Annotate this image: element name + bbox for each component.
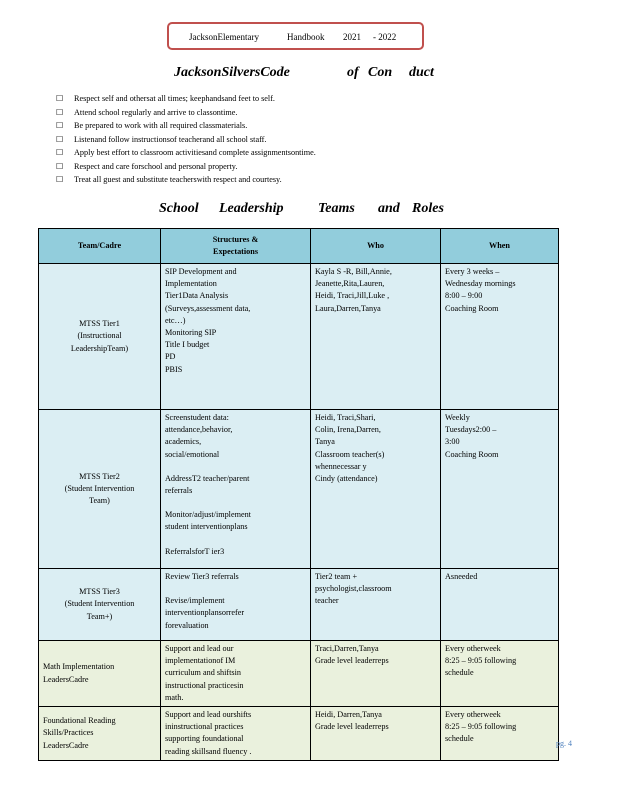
cell-line: Monitor/adjust/implement (165, 510, 251, 520)
cell-line: 8:00 – 9:00 (445, 291, 483, 301)
column-header-structures: Structures & Expectations (161, 229, 311, 264)
cell-line: Grade level leaderreps (315, 656, 389, 666)
list-item: ☐ Treat all guest and substitute teacherswith respect and courtesy. (56, 173, 316, 187)
cell-line: Coaching Room (445, 449, 499, 459)
cell-line (165, 461, 306, 473)
cell-line: ReferralsforT ier3 (165, 546, 225, 556)
team-cell (39, 707, 161, 761)
structures-cell (161, 264, 311, 410)
cell-line: Tier1Data Analysis (165, 291, 229, 301)
cell-line: Colin, Irena,Darren, (315, 425, 381, 435)
cell-line: Implementation (165, 279, 217, 289)
list-item: ☐ Be prepared to work with all required classmaterials. (56, 119, 316, 133)
cell-line: curriculum and shiftsin (165, 668, 241, 678)
code-of-conduct-list (56, 92, 316, 187)
cell-line: Weekly (445, 413, 470, 422)
leadership-teams-table (38, 228, 559, 761)
cell-line: Heidi, Traci,Shari, (315, 413, 376, 422)
who-cell (311, 569, 441, 641)
cell-line: Tanya (315, 437, 335, 447)
cell-line: ininstructional practices (165, 722, 244, 732)
cell-line: Support and lead our (165, 644, 234, 653)
cell-line: AddressT2 teacher/parent (165, 473, 250, 483)
checkbox-bullet-icon: ☐ (56, 148, 64, 157)
leadership-teams-title (0, 201, 618, 221)
page-number: pg. 4 (556, 739, 572, 748)
cell-line (165, 583, 306, 595)
list-item: ☐ Respect and care forschool and personal property. (56, 160, 316, 174)
cell-line: Team+) (86, 611, 113, 621)
cell-line: Tier2 team + (315, 572, 358, 581)
who-cell (311, 264, 441, 410)
list-item: ☐ Listenand follow instructionsof teacherand all school staff. (56, 133, 316, 147)
cell-line: schedule (445, 734, 474, 744)
cell-line: Support and lead ourshifts (165, 710, 252, 720)
cell-line: (Surveys,assessment data, (165, 303, 251, 313)
structures-cell (161, 410, 311, 569)
cell-line (165, 534, 306, 546)
who-cell (311, 707, 441, 761)
cell-line: Asneeded (445, 572, 478, 581)
header-year-end: - 2022 (373, 32, 397, 42)
team-cell (39, 264, 161, 410)
who-cell (311, 641, 441, 707)
checkbox-bullet-icon: ☐ (56, 134, 64, 144)
cell-line: math. (165, 692, 184, 702)
cell-line: supporting foundational (165, 734, 244, 744)
roles-title-part: Roles (412, 201, 444, 216)
cell-line: Math Implementation (43, 662, 115, 672)
table-row (39, 641, 559, 707)
cell-line: 8:25 – 9:05 following (445, 656, 517, 666)
list-item: ☐ Apply best effort to classroom activitiesand complete assignmentsontime. (56, 146, 316, 160)
cell-line: LeadersCadre (43, 740, 89, 750)
cell-line: 8:25 – 9:05 following (445, 722, 517, 732)
cell-line: MTSS Tier2 (79, 471, 120, 481)
roles-title-part: School (159, 201, 199, 216)
team-cell (39, 410, 161, 569)
cell-line: attendance,behavior, (165, 425, 233, 435)
when-cell (441, 569, 559, 641)
cell-line: Traci,Darren,Tanya (315, 644, 379, 653)
cell-line: PD (165, 352, 176, 362)
cell-line: (Instructional (77, 331, 122, 341)
cell-line (165, 497, 306, 509)
structures-cell (161, 569, 311, 641)
column-header-when: When (441, 229, 559, 264)
team-cell (39, 569, 161, 641)
team-cell (39, 641, 161, 707)
cell-line: Review Tier3 referrals (165, 572, 239, 581)
cell-line: Wednesday mornings (445, 279, 516, 289)
checkbox-bullet-icon: ☐ (56, 175, 64, 184)
cell-line: Grade level leaderreps (315, 722, 389, 732)
cell-line: MTSS Tier1 (79, 319, 120, 329)
cell-line: social/emotional (165, 449, 220, 459)
cell-line: Every otherweek (445, 644, 501, 653)
code-title-part: JacksonSilversCode (174, 65, 290, 80)
cell-line: Heidi, Traci,Jill,Luke , (315, 291, 390, 301)
cell-line: Laura,Darren,Tanya (315, 303, 381, 313)
cell-line: Every otherweek (445, 710, 501, 720)
cell-line: psychologist,classroom (315, 584, 392, 594)
cell-line: (Student Intervention (64, 599, 135, 609)
cell-line: instructional practicesin (165, 680, 244, 690)
cell-line: Jeanette,Rita,Lauren, (315, 279, 385, 289)
cell-line: 3:00 (445, 437, 460, 447)
cell-line: Title I budget (165, 340, 210, 350)
header-year-start: 2021 (343, 32, 361, 42)
code-title-part: of (347, 65, 359, 80)
cell-line: Cindy (attendance) (315, 474, 378, 484)
cell-line: Screenstudent data: (165, 413, 229, 422)
table-row (39, 264, 559, 410)
cell-line: LeadershipTeam) (70, 343, 129, 353)
handbook-header (167, 22, 424, 50)
table-row (39, 410, 559, 569)
cell-line: schedule (445, 668, 474, 678)
header-doc: Handbook (287, 32, 325, 42)
table-header-row (39, 229, 559, 264)
list-item: ☐ Attend school regularly and arrive to classontime. (56, 106, 316, 120)
cell-line: etc…) (165, 315, 186, 325)
cell-line: implementationof IM (165, 656, 236, 666)
checkbox-bullet-icon: ☐ (56, 107, 64, 117)
cell-line: Skills/Practices (43, 728, 94, 738)
cell-line: Heidi, Darren,Tanya (315, 710, 382, 720)
roles-title-part: Leadership (219, 201, 284, 216)
cell-line: Tuesdays2:00 – (445, 425, 497, 435)
table-row (39, 569, 559, 641)
column-header-who: Who (311, 229, 441, 264)
cell-line: PBIS (165, 364, 183, 374)
cell-line: Kayla S -R, Bill,Annie, (315, 267, 392, 276)
column-header-team: Team/Cadre (39, 229, 161, 264)
cell-line: whennecessar y (315, 461, 367, 471)
structures-cell (161, 641, 311, 707)
checkbox-bullet-icon: ☐ (56, 94, 64, 103)
when-cell (441, 264, 559, 410)
cell-line: Classroom teacher(s) (315, 449, 385, 459)
cell-line: teacher (315, 596, 339, 606)
code-title-part: Con (368, 65, 393, 80)
cell-line: Foundational Reading (43, 716, 116, 726)
header-school: JacksonElementary (189, 32, 259, 42)
cell-line: Team) (89, 496, 110, 506)
cell-line: LeadersCadre (43, 674, 89, 684)
cell-line: Revise/implement (165, 596, 225, 606)
when-cell (441, 641, 559, 707)
when-cell (441, 707, 559, 761)
when-cell (441, 410, 559, 569)
list-item: ☐ Respect self and othersat all times; keephandsand feet to self. (56, 92, 316, 106)
cell-line: forevaluation (165, 620, 209, 630)
roles-title-part: Teams (318, 201, 355, 216)
cell-line: reading skillsand fluency . (165, 746, 252, 756)
cell-line: interventionplansorrefer (165, 608, 245, 618)
code-of-conduct-title (0, 65, 618, 83)
code-title-part: duct (409, 65, 434, 80)
checkbox-bullet-icon: ☐ (56, 121, 64, 130)
table-row (39, 707, 559, 761)
cell-line: (Student Intervention (64, 483, 135, 493)
cell-line: Coaching Room (445, 303, 499, 313)
checkbox-bullet-icon: ☐ (56, 161, 64, 171)
roles-title-part: and (378, 201, 400, 216)
cell-line: MTSS Tier3 (79, 587, 120, 597)
cell-line: academics, (165, 437, 202, 447)
cell-line: SIP Development and (165, 267, 237, 276)
cell-line: student interventionplans (165, 522, 248, 532)
who-cell (311, 410, 441, 569)
cell-line: referrals (165, 486, 193, 496)
structures-cell (161, 707, 311, 761)
cell-line: Every 3 weeks – (445, 267, 500, 276)
cell-line: Monitoring SIP (165, 328, 217, 338)
